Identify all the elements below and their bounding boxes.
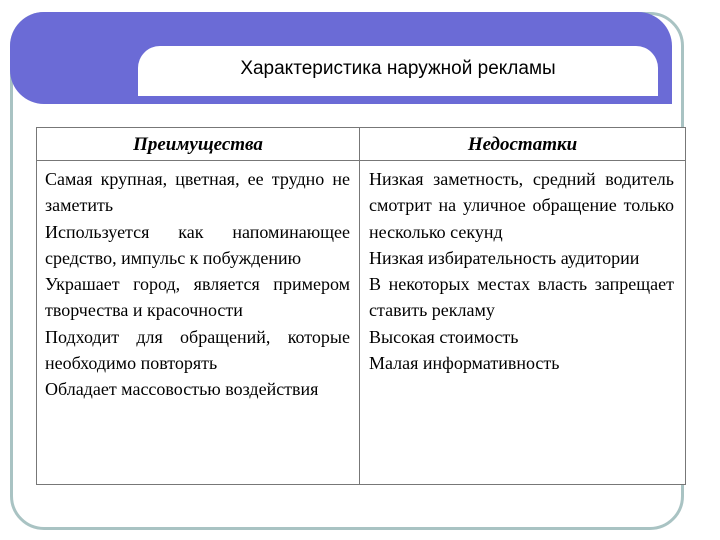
disadvantage-item: В некоторых местах власть запрещает ставить рекламу [369,274,674,321]
header-advantages: Преимущества [133,134,263,155]
column-divider [359,128,360,484]
disadvantages-column [369,166,674,376]
slide-title: Характеристика наружной рекламы [240,58,556,79]
disadvantage-item: Низкая избирательность аудитории [369,247,640,268]
disadvantage-item: Малая информативность [369,353,560,374]
advantages-column [45,166,350,403]
title-underline [150,93,640,96]
header-disadvantages: Недостатки [467,134,578,155]
advantage-item: Обладает массовостью воздействия [45,379,319,400]
header-divider [37,160,685,161]
advantage-item: Подходит для обращений, которые необходимо повторять [45,326,350,374]
advantage-item: Самая крупная, цветная, ее трудно не заметить [45,169,350,216]
advantage-item: Украшает город, является примером творчества и красочности [45,274,350,321]
disadvantage-item: Низкая заметность, средний водитель смотрит на уличное обращение только несколько секунд [369,169,674,242]
comparison-table [36,127,686,485]
advantage-item: Используется как напоминающее средство, импульс к побуждению [45,221,350,268]
disadvantage-item: Высокая стоимость [369,326,519,347]
